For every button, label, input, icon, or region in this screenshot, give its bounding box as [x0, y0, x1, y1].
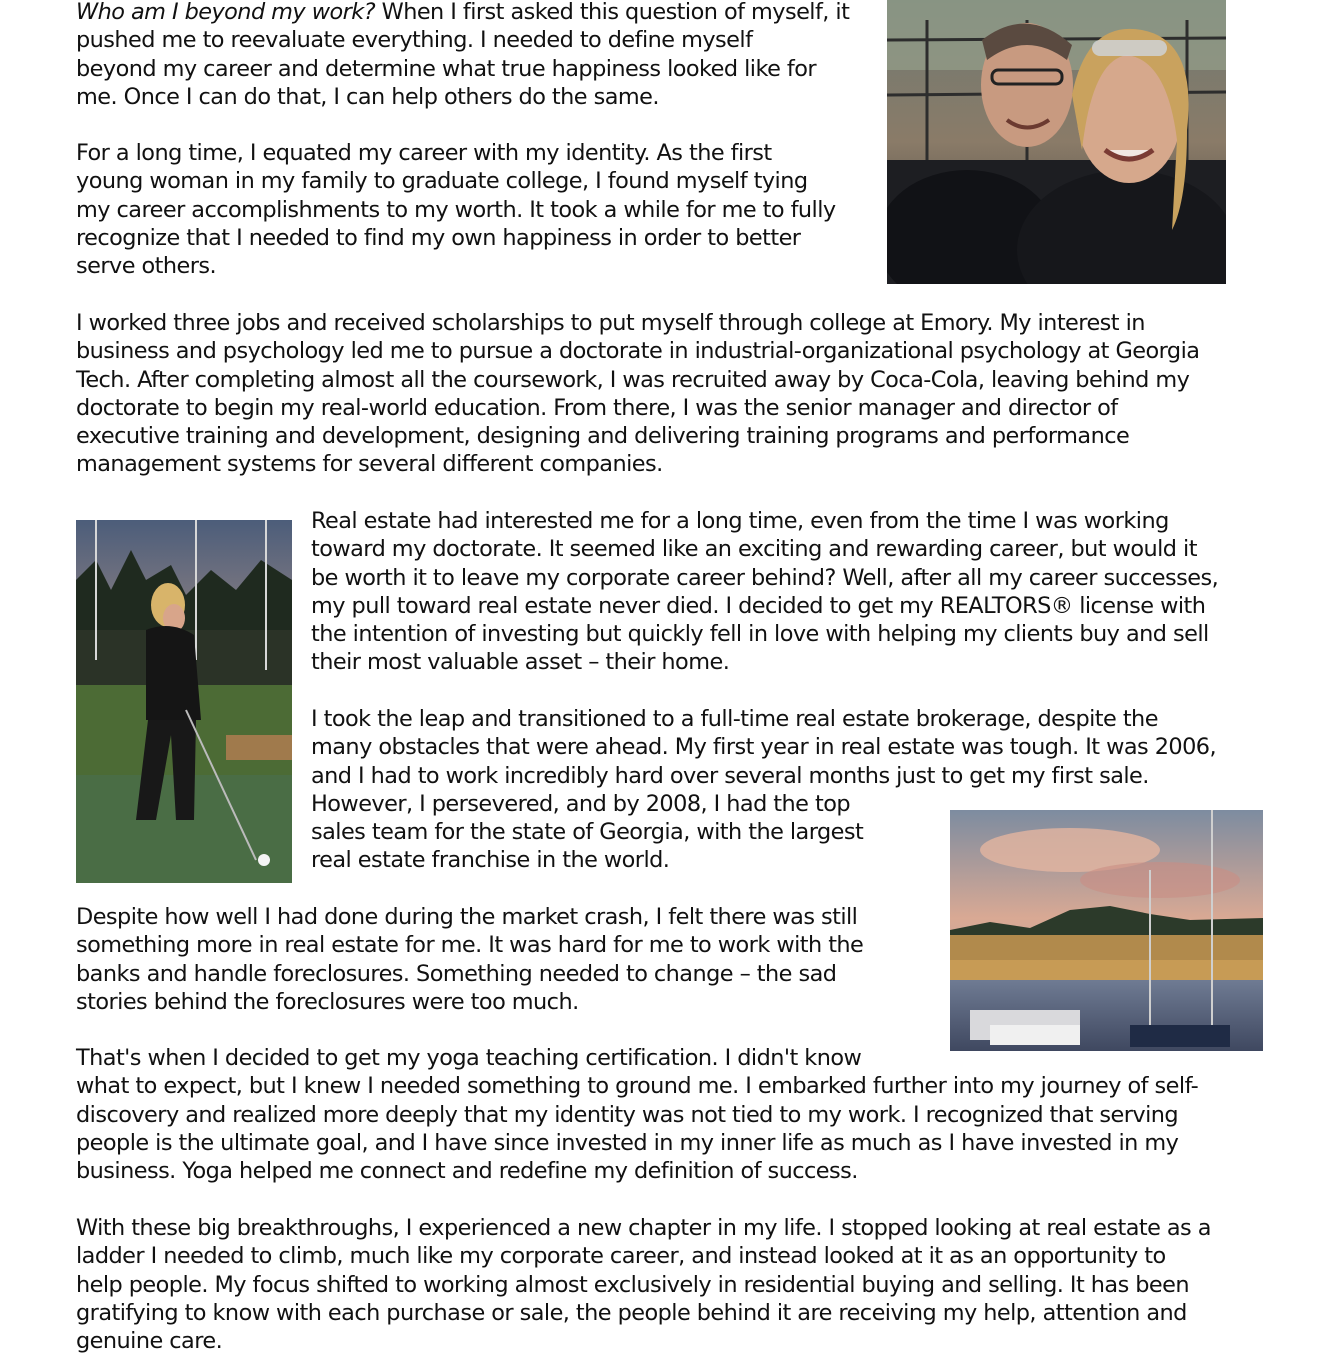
text-line: discovery and realized more deeply that my identity was not tied to my work. I recognized that serving	[76, 1101, 1179, 1128]
couple-photo	[887, 0, 1226, 284]
text-line: something more in real estate for me. It was hard for me to work with the	[76, 932, 864, 959]
text-line: stories behind the foreclosures were too much.	[76, 988, 579, 1015]
text-line: banks and handle foreclosures. Something needed to change – the sad	[76, 960, 837, 987]
paragraph-education	[76, 309, 1199, 479]
text-line: what to expect, but I knew I needed something to ground me. I embarked further into my journey of self-	[76, 1073, 1199, 1100]
text-line: sales team for the state of Georgia, with the largest	[311, 819, 864, 846]
text-line: For a long time, I equated my career with my identity. As the first	[76, 140, 772, 166]
text-line: young woman in my family to graduate college, I found myself tying	[76, 168, 808, 195]
text-line: management systems for several different companies.	[76, 451, 663, 478]
paragraph-identity-question: Who am I beyond my work? When I first asked this question of myself, it pushed me to reevaluate everything. I needed to define myself beyond my career and determine what true happiness looked like for me. Once I can do that, I can help others do the same.	[76, 0, 850, 110]
text-line: and I had to work incredibly hard over several months just to get my first sale.	[311, 762, 1149, 789]
text-line: beyond my career and determine what true happiness looked like for	[76, 55, 817, 82]
text-line: doctorate to begin my real-world education. From there, I was the senior manager and director of	[76, 394, 1118, 421]
text-line: me. Once I can do that, I can help others do the same.	[76, 83, 659, 110]
text-line: many obstacles that were ahead. My first year in real estate was tough. It was 2006,	[311, 734, 1217, 761]
paragraph-yoga	[76, 1044, 1198, 1185]
text-line: However, I persevered, and by 2008, I had the top	[311, 790, 851, 817]
text-line: people is the ultimate goal, and I have since invested in my inner life as much as I have invested in my	[76, 1129, 1179, 1156]
text-line: ladder I needed to climb, much like my corporate career, and instead looked at it as an opportunity to	[76, 1243, 1166, 1270]
text-line: help people. My focus shifted to working almost exclusively in residential buying and selling. It has been	[76, 1271, 1190, 1298]
text-line: genuine care.	[76, 1328, 223, 1355]
text-line: executive training and development, designing and delivering training programs and performance	[76, 423, 1130, 450]
text-line: recognize that I needed to find my own happiness in order to better	[76, 224, 801, 251]
paragraph-market-crash	[76, 903, 863, 1016]
text-line: the intention of investing but quickly fell in love with helping my clients buy and sell	[311, 621, 1209, 648]
text-line: business and psychology led me to pursue a doctorate in industrial-organizational psychology at Georgia	[76, 338, 1200, 365]
text-line: With these big breakthroughs, I experienced a new chapter in my life. I stopped looking at real estate as a	[76, 1215, 1211, 1241]
paragraph-new-chapter	[76, 1214, 1211, 1355]
text-line: serve others.	[76, 253, 217, 280]
text-line: business. Yoga helped me connect and redefine my definition of success.	[76, 1158, 858, 1185]
paragraph-career-identity	[76, 139, 836, 280]
text-line: my pull toward real estate never died. I decided to get my REALTORS® license with	[311, 592, 1206, 619]
text-line: That's when I decided to get my yoga teaching certification. I didn't know	[76, 1045, 862, 1071]
text-line: my career accomplishments to my worth. It took a while for me to fully	[76, 196, 836, 223]
text-line: toward my doctorate. It seemed like an exciting and rewarding career, but would it	[311, 536, 1197, 563]
text-line: I worked three jobs and received scholarships to put myself through college at Emory. My interest in	[76, 310, 1145, 336]
text-line: Despite how well I had done during the market crash, I felt there was still	[76, 904, 858, 930]
text-line: Tech. After completing almost all the coursework, I was recruited away by Coca-Cola, leaving behind my	[76, 366, 1190, 393]
text-line: Real estate had interested me for a long time, even from the time I was working	[311, 508, 1169, 534]
golf-photo	[76, 520, 292, 883]
text-line: real estate franchise in the world.	[311, 847, 670, 874]
italic-question: Who am I beyond my work?	[76, 0, 376, 25]
text-line: I took the leap and transitioned to a full-time real estate brokerage, despite the	[311, 706, 1158, 732]
text-line: their most valuable asset – their home.	[311, 649, 730, 676]
text-line: gratifying to know with each purchase or sale, the people behind it are receiving my help, attention and	[76, 1299, 1187, 1326]
marsh-sunset-photo	[950, 810, 1263, 1051]
text-line: be worth it to leave my corporate career behind? Well, after all my career successes,	[311, 564, 1219, 591]
text-line: pushed me to reevaluate everything. I needed to define myself	[76, 27, 753, 54]
paragraph-real-estate-interest	[311, 507, 1218, 677]
